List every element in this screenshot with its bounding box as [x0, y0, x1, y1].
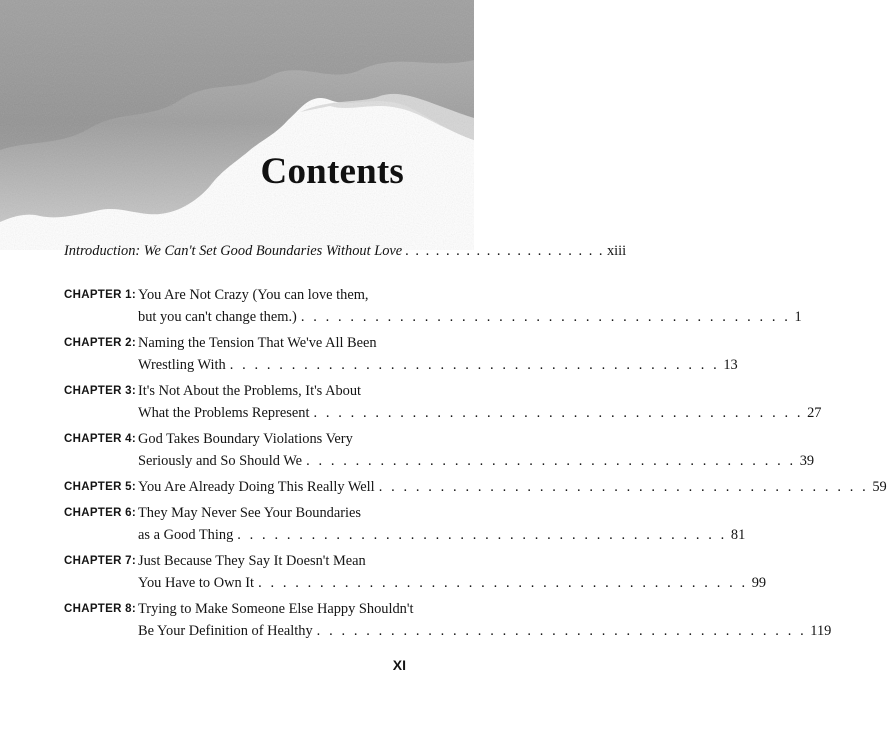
- chapter-title-line-1: You Are Not Crazy (You can love them,: [138, 287, 369, 303]
- toc-entry-chapter-2[interactable]: [64, 332, 738, 376]
- chapter-page-number: 119: [810, 623, 832, 639]
- toc-entry-chapter-8[interactable]: [64, 598, 832, 642]
- chapter-page-number: 13: [723, 357, 738, 373]
- chapter-title-line-2: as a Good Thing: [138, 527, 234, 543]
- chapter-label: CHAPTER 3:: [64, 385, 137, 397]
- dot-leader: . . . . . . . . . . . . . . . . . . . . . . . . . . . . . . . . . . . . . . . .: [313, 405, 804, 421]
- dot-leader: . . . . . . . . . . . . . . . . . . . . . . . . . . . . . . . . . . . . . . . .: [300, 309, 791, 325]
- page-title: Contents: [260, 151, 404, 192]
- toc-entry-chapter-5[interactable]: [64, 476, 887, 498]
- chapter-label: CHAPTER 5:: [64, 481, 137, 493]
- chapter-label: CHAPTER 2:: [64, 337, 137, 349]
- chapter-page-number: 39: [799, 453, 815, 469]
- chapter-title-line-1: They May Never See Your Boundaries: [138, 505, 362, 521]
- chapter-title-line-2: Be Your Definition of Healthy: [138, 623, 313, 639]
- dot-leader: . . . . . . . . . . . . . . . . . . . . . . . . . . . . . . . . . . . . . . . .: [229, 357, 720, 373]
- chapter-page-number: 1: [794, 309, 802, 325]
- dot-leader: . . . . . . . . . . . . . . . . . . . .: [405, 243, 604, 259]
- chapter-title-line-1: Trying to Make Someone Else Happy Shouldn't: [138, 601, 414, 617]
- toc-entry-chapter-3[interactable]: [64, 380, 822, 424]
- chapter-label: CHAPTER 7:: [64, 555, 137, 567]
- chapter-title-line-1: It's Not About the Problems, It's About: [138, 383, 362, 399]
- chapter-title-line-1: You Are Already Doing This Really Well: [138, 479, 375, 495]
- introduction-page-number: xiii: [606, 243, 627, 259]
- chapter-title-line-2: but you can't change them.): [138, 309, 297, 325]
- chapter-page-number: 27: [807, 405, 822, 421]
- chapter-title-line-1: Naming the Tension That We've All Been: [138, 335, 377, 351]
- toc-entry-chapter-6[interactable]: [64, 502, 746, 546]
- chapter-label: CHAPTER 6:: [64, 507, 137, 519]
- dot-leader: . . . . . . . . . . . . . . . . . . . . . . . . . . . . . . . . . . . . . . . .: [258, 575, 748, 591]
- dot-leader: . . . . . . . . . . . . . . . . . . . . . . . . . . . . . . . . . . . . . . . .: [316, 623, 807, 639]
- dot-leader: . . . . . . . . . . . . . . . . . . . . . . . . . . . . . . . . . . . . . . . .: [306, 453, 796, 469]
- chapter-label: CHAPTER 8:: [64, 603, 137, 615]
- chapter-page-number: 99: [751, 575, 767, 591]
- chapter-title-line-2: You Have to Own It: [138, 575, 255, 591]
- dot-leader: . . . . . . . . . . . . . . . . . . . . . . . . . . . . . . . . . . . . . . . .: [237, 527, 727, 543]
- toc-entry-chapter-4[interactable]: [64, 428, 815, 472]
- chapter-label: CHAPTER 1:: [64, 289, 137, 301]
- chapter-title-line-1: Just Because They Say It Doesn't Mean: [138, 553, 366, 569]
- toc-entry-introduction[interactable]: [64, 243, 627, 260]
- chapter-page-number: 59: [872, 479, 887, 495]
- toc-entry-chapter-1[interactable]: [64, 284, 802, 328]
- chapter-title-line-2: Wrestling With: [138, 357, 226, 373]
- chapter-page-number: 81: [730, 527, 746, 543]
- chapter-title-line-2: What the Problems Represent: [138, 405, 310, 421]
- toc-entry-chapter-7[interactable]: [64, 550, 767, 594]
- dot-leader: . . . . . . . . . . . . . . . . . . . . . . . . . . . . . . . . . . . . . . . .: [378, 479, 869, 495]
- chapter-label: CHAPTER 4:: [64, 433, 137, 445]
- page-folio: XI: [392, 657, 406, 673]
- introduction-title: Introduction: We Can't Set Good Boundaries Without Love: [64, 243, 403, 259]
- watercolor-wash-decoration: [0, 0, 474, 250]
- chapter-title-line-1: God Takes Boundary Violations Very: [138, 431, 353, 447]
- chapter-title-line-2: Seriously and So Should We: [138, 453, 303, 469]
